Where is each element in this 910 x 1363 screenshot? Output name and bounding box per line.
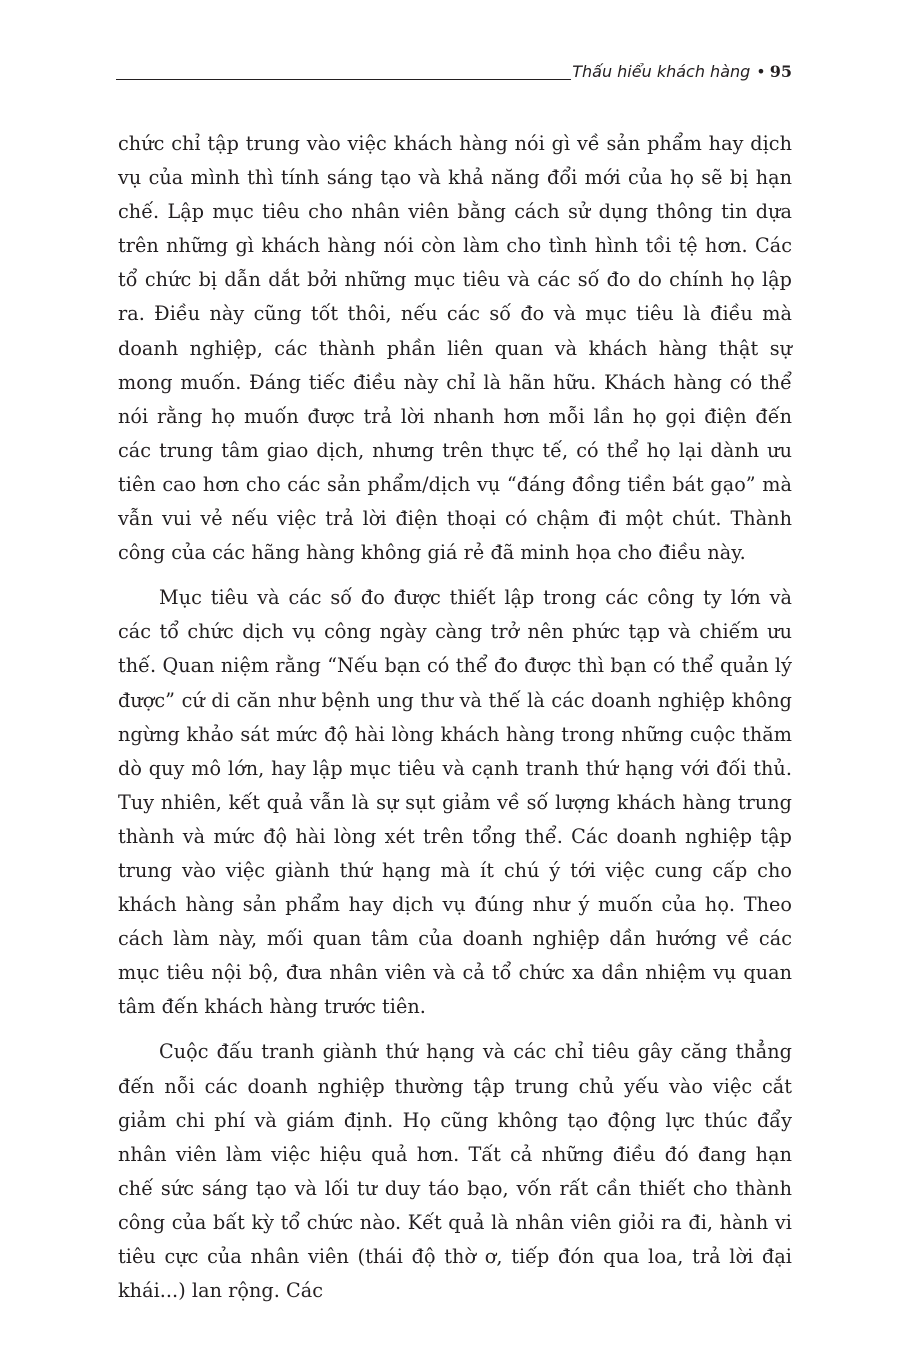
chapter-title: Thấu hiểu khách hàng <box>572 62 751 81</box>
header-rule <box>116 79 571 80</box>
paragraph-2: Mục tiêu và các số đo được thiết lập trong các công ty lớn và các tổ chức dịch vụ công ngày càng trở nên phức tạp và chiếm ưu thế. Quan niệm rằng “Nếu bạn có thể đo được thì bạn có thể quản lý được” cứ di căn như bệnh ung thư và thế là các doanh nghiệp không ngừng khảo sát mức độ hài lòng khách hàng trong những cuộc thăm dò quy mô lớn, hay lập mục tiêu và cạnh tranh thứ hạng với đối thủ. Tuy nhiên, kết quả vẫn là sự sụt giảm về số lượng khách hàng trung thành và mức độ hài lòng xét trên tổng thể. Các doanh nghiệp tập trung vào việc giành thứ hạng mà ít chú ý tới việc cung cấp cho khách hàng sản phẩm hay dịch vụ đúng như ý muốn của họ. Theo cách làm này, mối quan tâm của doanh nghiệp dần hướng về các mục tiêu nội bộ, đưa nhân viên và cả tổ chức xa dần nhiệm vụ quan tâm đến khách hàng trước tiên. <box>118 586 792 1019</box>
paragraph-3: Cuộc đấu tranh giành thứ hạng và các chỉ tiêu gây căng thẳng đến nỗi các doanh nghiệp thường tập trung chủ yếu vào việc cắt giảm chi phí và giám định. Họ cũng không tạo động lực thúc đẩy nhân viên làm việc hiệu quả hơn. Tất cả những điều đó đang hạn chế sức sáng tạo và lối tư duy táo bạo, vốn rất cần thiết cho thành công của bất kỳ tổ chức nào. Kết quả là nhân viên giỏi ra đi, hành vi tiêu cực của nhân viên (thái độ thờ ơ, tiếp đón qua loa, trả lời đại khái...) lan rộng. Các <box>118 1040 792 1303</box>
header-text <box>572 62 792 81</box>
running-header <box>116 62 792 88</box>
body-text <box>118 127 792 1308</box>
header-bullet: • <box>756 62 766 81</box>
paragraph-1: chức chỉ tập trung vào việc khách hàng nói gì về sản phẩm hay dịch vụ của mình thì tính sáng tạo và khả năng đổi mới của họ sẽ bị hạn chế. Lập mục tiêu cho nhân viên bằng cách sử dụng thông tin dựa trên những gì khách hàng nói còn làm cho tình hình tồi tệ hơn. Các tổ chức bị dẫn dắt bởi những mục tiêu và các số đo do chính họ lập ra. Điều này cũng tốt thôi, nếu các số đo và mục tiêu là điều mà doanh nghiệp, các thành phần liên quan và khách hàng thật sự mong muốn. Đáng tiếc điều này chỉ là hãn hữu. Khách hàng có thể nói rằng họ muốn được trả lời nhanh hơn mỗi lần họ gọi điện đến các trung tâm giao dịch, nhưng trên thực tế, có thể họ lại dành ưu tiên cao hơn cho các sản phẩm/dịch vụ “đáng đồng tiền bát gạo” mà vẫn vui vẻ nếu việc trả lời điện thoại có chậm đi một chút. Thành công của các hãng hàng không giá rẻ đã minh họa cho điều này. <box>118 132 792 565</box>
page-number: 95 <box>769 62 792 81</box>
